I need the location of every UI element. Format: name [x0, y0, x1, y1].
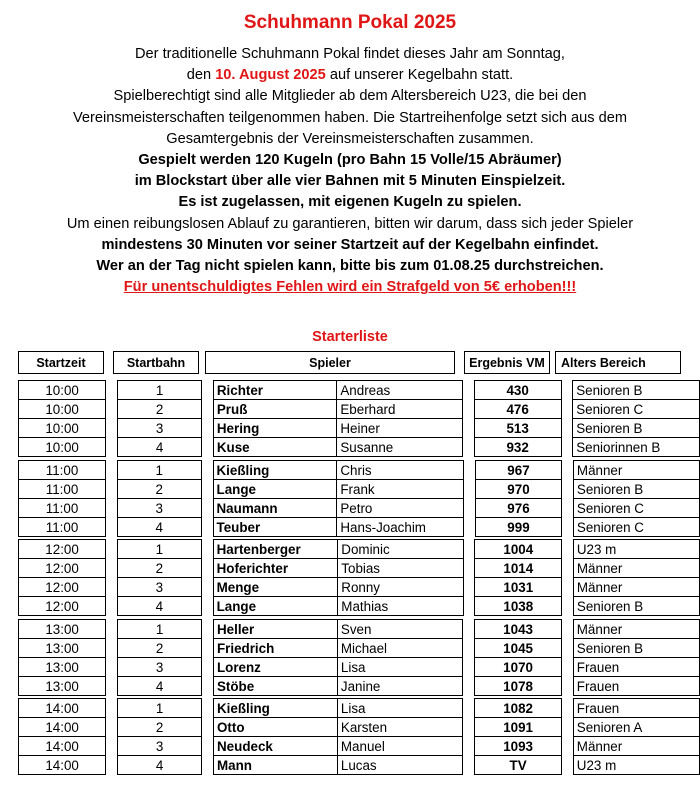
- table-row: [19, 639, 700, 658]
- table-row: [19, 499, 700, 518]
- cell-startzeit: 14:00: [19, 737, 106, 756]
- column-gap: [106, 639, 118, 658]
- column-gap: [201, 518, 213, 537]
- column-gap: [562, 718, 574, 737]
- cell-startbahn: 2: [117, 400, 201, 419]
- header-startzeit: Startzeit: [18, 351, 104, 374]
- column-gap: [106, 620, 118, 639]
- column-gap: [561, 438, 573, 457]
- cell-startbahn: 4: [117, 518, 201, 537]
- cell-startzeit: 13:00: [19, 677, 106, 696]
- cell-nachname: Hoferichter: [213, 559, 338, 578]
- starter-group: [18, 619, 700, 696]
- cell-alters-bereich: U23 m: [573, 756, 699, 775]
- cell-alters-bereich: U23 m: [573, 540, 699, 559]
- column-gap: [202, 620, 214, 639]
- cell-nachname: Kuse: [213, 438, 337, 457]
- column-gap: [202, 718, 214, 737]
- cell-startbahn: 3: [117, 658, 201, 677]
- column-gap: [463, 597, 475, 616]
- cell-startzeit: 11:00: [19, 480, 106, 499]
- cell-vorname: Petro: [337, 499, 464, 518]
- intro-line-bold: mindestens 30 Minuten vor seiner Startzeit auf der Kegelbahn einfindet.: [101, 236, 599, 253]
- cell-ergebnis: 430: [474, 381, 561, 400]
- cell-ergebnis: 1043: [475, 620, 562, 639]
- cell-nachname: Neudeck: [214, 737, 338, 756]
- column-gap: [106, 438, 118, 457]
- cell-nachname: Kießling: [214, 699, 338, 718]
- cell-ergebnis: 1031: [475, 578, 562, 597]
- cell-vorname: Janine: [337, 677, 462, 696]
- column-gap: [463, 540, 475, 559]
- table-row: [19, 597, 700, 616]
- column-gap: [561, 381, 573, 400]
- cell-nachname: Stöbe: [213, 677, 337, 696]
- table-row: [19, 677, 700, 696]
- column-gap: [202, 597, 214, 616]
- cell-ergebnis: 976: [475, 499, 562, 518]
- column-gap: [463, 677, 475, 696]
- cell-vorname: Tobias: [338, 559, 463, 578]
- column-gap: [106, 400, 118, 419]
- cell-startzeit: 12:00: [19, 559, 106, 578]
- cell-nachname: Hering: [213, 419, 337, 438]
- cell-alters-bereich: Männer: [573, 578, 699, 597]
- column-gap: [202, 438, 214, 457]
- column-gap: [562, 597, 574, 616]
- table-row: [19, 540, 700, 559]
- column-gap: [202, 658, 214, 677]
- cell-startbahn: 3: [117, 737, 201, 756]
- intro-line: Spielberechtigt sind alle Mitglieder ab dem Altersbereich U23, die bei den: [113, 88, 587, 105]
- table-row: [19, 737, 700, 756]
- column-gap: [106, 737, 118, 756]
- column-gap: [106, 518, 118, 537]
- cell-startbahn: 3: [117, 419, 201, 438]
- column-gap: [463, 578, 475, 597]
- cell-startzeit: 11:00: [19, 499, 106, 518]
- cell-nachname: Otto: [214, 718, 338, 737]
- column-gap: [106, 419, 118, 438]
- column-gap: [464, 499, 476, 518]
- column-gap: [562, 540, 574, 559]
- cell-startbahn: 4: [117, 597, 201, 616]
- column-gap: [463, 699, 475, 718]
- cell-startzeit: 12:00: [19, 578, 106, 597]
- cell-startzeit: 10:00: [19, 419, 106, 438]
- cell-startbahn: 1: [117, 540, 201, 559]
- table-row: [19, 559, 700, 578]
- intro-line-bold: Es ist zugelassen, mit eigenen Kugeln zu spielen.: [178, 194, 522, 211]
- intro-line-date: den 10. August 2025 auf unserer Kegelbahn statt.: [186, 67, 514, 84]
- cell-startbahn: 3: [117, 578, 201, 597]
- cell-nachname: Heller: [213, 620, 337, 639]
- cell-ergebnis: 1004: [475, 540, 562, 559]
- column-gap: [463, 438, 475, 457]
- column-gap: [106, 499, 118, 518]
- cell-alters-bereich: Männer: [573, 737, 699, 756]
- column-gap: [562, 639, 574, 658]
- cell-ergebnis: 1045: [475, 639, 562, 658]
- cell-alters-bereich: Senioren C: [573, 518, 699, 537]
- column-gap: [561, 400, 573, 419]
- column-gap: [202, 381, 214, 400]
- cell-nachname: Lange: [213, 480, 337, 499]
- table-row: [19, 518, 700, 537]
- cell-vorname: Karsten: [337, 718, 463, 737]
- column-gap: [562, 658, 574, 677]
- column-gap: [202, 540, 214, 559]
- column-gap: [106, 461, 118, 480]
- cell-startbahn: 1: [117, 461, 201, 480]
- column-gap: [463, 756, 475, 775]
- cell-ergebnis: TV: [475, 756, 562, 775]
- cell-startbahn: 4: [117, 756, 201, 775]
- column-gap: [562, 578, 574, 597]
- column-gap: [463, 737, 475, 756]
- cell-startbahn: 4: [117, 677, 201, 696]
- column-gap: [463, 381, 475, 400]
- table-row: [19, 578, 700, 597]
- cell-startzeit: 11:00: [19, 461, 106, 480]
- table-row: [19, 461, 700, 480]
- cell-startbahn: 2: [117, 718, 201, 737]
- cell-alters-bereich: Senioren C: [573, 499, 699, 518]
- column-gap: [464, 518, 476, 537]
- cell-startbahn: 1: [117, 620, 201, 639]
- column-gap: [562, 559, 574, 578]
- cell-startzeit: 13:00: [19, 620, 106, 639]
- cell-startzeit: 14:00: [19, 718, 106, 737]
- starterliste-heading: Starterliste: [312, 329, 388, 345]
- cell-vorname: Hans-Joachim: [337, 518, 464, 537]
- column-gap: [202, 677, 214, 696]
- penalty-notice: Für unentschuldigtes Fehlen wird ein Strafgeld von 5€ erhoben!!!: [123, 279, 577, 296]
- header-ergebnis: Ergebnis VM: [464, 351, 550, 374]
- cell-vorname: Dominic: [338, 540, 463, 559]
- table-row: [19, 699, 700, 718]
- cell-vorname: Lucas: [337, 756, 463, 775]
- table-row: [19, 438, 700, 457]
- column-gap: [106, 597, 118, 616]
- cell-alters-bereich: Seniorinnen B: [573, 438, 700, 457]
- cell-vorname: Heiner: [337, 419, 463, 438]
- cell-vorname: Mathias: [338, 597, 463, 616]
- cell-vorname: Lisa: [337, 699, 463, 718]
- cell-ergebnis: 513: [474, 419, 561, 438]
- cell-startzeit: 13:00: [19, 658, 106, 677]
- column-gap: [201, 461, 213, 480]
- cell-alters-bereich: Senioren C: [573, 400, 700, 419]
- cell-alters-bereich: Senioren B: [573, 419, 700, 438]
- column-gap: [463, 718, 475, 737]
- cell-startbahn: 2: [117, 480, 201, 499]
- column-gap: [464, 461, 476, 480]
- column-gap: [463, 658, 475, 677]
- cell-startbahn: 2: [117, 559, 201, 578]
- cell-nachname: Lorenz: [213, 658, 337, 677]
- cell-startzeit: 12:00: [19, 540, 106, 559]
- cell-startzeit: 11:00: [19, 518, 106, 537]
- table-row: [19, 756, 700, 775]
- column-gap: [562, 620, 574, 639]
- table-row: [19, 400, 700, 419]
- column-gap: [202, 699, 214, 718]
- page-title: Schuhmann Pokal 2025: [243, 12, 457, 33]
- cell-nachname: Richter: [213, 381, 337, 400]
- column-gap: [106, 677, 118, 696]
- column-gap: [463, 559, 475, 578]
- cell-startzeit: 14:00: [19, 699, 106, 718]
- column-gap: [562, 677, 574, 696]
- cell-alters-bereich: Männer: [573, 559, 699, 578]
- starter-group: [18, 380, 700, 457]
- cell-nachname: Hartenberger: [213, 540, 338, 559]
- event-date: 10. August 2025: [215, 67, 326, 84]
- cell-alters-bereich: Männer: [573, 620, 699, 639]
- cell-vorname: Frank: [337, 480, 464, 499]
- cell-alters-bereich: Senioren B: [573, 597, 699, 616]
- table-row: [19, 419, 700, 438]
- column-gap: [561, 419, 573, 438]
- column-gap: [202, 756, 214, 775]
- cell-vorname: Lisa: [337, 658, 462, 677]
- header-startbahn: Startbahn: [113, 351, 199, 374]
- table-row: [19, 381, 700, 400]
- cell-ergebnis: 1038: [475, 597, 562, 616]
- column-gap: [562, 518, 574, 537]
- cell-ergebnis: 1091: [475, 718, 562, 737]
- cell-alters-bereich: Frauen: [573, 658, 699, 677]
- cell-startbahn: 3: [117, 499, 201, 518]
- column-gap: [202, 400, 214, 419]
- column-gap: [106, 718, 118, 737]
- table-row: [19, 620, 700, 639]
- cell-alters-bereich: Senioren A: [573, 718, 699, 737]
- cell-startzeit: 13:00: [19, 639, 106, 658]
- cell-startbahn: 1: [117, 381, 201, 400]
- column-gap: [106, 480, 118, 499]
- column-gap: [562, 461, 574, 480]
- intro-line: Um einen reibungslosen Ablauf zu garantieren, bitten wir darum, dass sich jeder Spieler: [66, 215, 634, 232]
- column-gap: [463, 400, 475, 419]
- cell-startzeit: 10:00: [19, 381, 106, 400]
- column-gap: [106, 578, 118, 597]
- column-gap: [106, 540, 118, 559]
- cell-startbahn: 2: [117, 639, 201, 658]
- column-gap: [201, 480, 213, 499]
- cell-ergebnis: 932: [474, 438, 561, 457]
- column-gap: [202, 559, 214, 578]
- column-gap: [562, 756, 574, 775]
- column-gap: [202, 419, 214, 438]
- column-gap: [201, 499, 213, 518]
- cell-nachname: Mann: [214, 756, 338, 775]
- cell-ergebnis: 967: [475, 461, 562, 480]
- column-gap: [562, 699, 574, 718]
- table-row: [19, 658, 700, 677]
- column-gap: [463, 620, 475, 639]
- cell-ergebnis: 970: [475, 480, 562, 499]
- cell-alters-bereich: Senioren B: [573, 639, 699, 658]
- column-gap: [562, 737, 574, 756]
- cell-nachname: Friedrich: [213, 639, 337, 658]
- intro-line: Der traditionelle Schuhmann Pokal findet dieses Jahr am Sonntag,: [135, 46, 565, 62]
- cell-startzeit: 14:00: [19, 756, 106, 775]
- column-gap: [202, 639, 214, 658]
- column-gap: [464, 480, 476, 499]
- column-gap: [106, 756, 118, 775]
- cell-ergebnis: 1078: [475, 677, 562, 696]
- cell-nachname: Naumann: [213, 499, 337, 518]
- cell-ergebnis: 1070: [475, 658, 562, 677]
- cell-ergebnis: 1082: [475, 699, 562, 718]
- cell-ergebnis: 1014: [475, 559, 562, 578]
- cell-nachname: Lange: [213, 597, 338, 616]
- cell-startzeit: 10:00: [19, 438, 106, 457]
- cell-vorname: Susanne: [337, 438, 463, 457]
- cell-nachname: Kießling: [213, 461, 337, 480]
- column-gap: [463, 419, 475, 438]
- column-gap: [106, 381, 118, 400]
- cell-alters-bereich: Frauen: [573, 677, 699, 696]
- cell-vorname: Ronny: [338, 578, 463, 597]
- cell-nachname: Teuber: [213, 518, 337, 537]
- cell-startbahn: 4: [117, 438, 201, 457]
- column-gap: [202, 737, 214, 756]
- cell-vorname: Manuel: [337, 737, 463, 756]
- header-spieler: Spieler: [205, 351, 455, 374]
- intro-line-bold: Wer an der Tag nicht spielen kann, bitte bis zum 01.08.25 durchstreichen.: [96, 258, 604, 275]
- intro-line: Gesamtergebnis der Vereinsmeisterschaften zusammen.: [166, 130, 534, 147]
- intro-line-bold: Gespielt werden 120 Kugeln (pro Bahn 15 Volle/15 Abräumer): [138, 152, 562, 169]
- column-gap: [106, 559, 118, 578]
- cell-startbahn: 1: [117, 699, 201, 718]
- starter-group: [18, 539, 700, 616]
- cell-nachname: Menge: [213, 578, 338, 597]
- column-gap: [562, 480, 574, 499]
- column-gap: [202, 578, 214, 597]
- cell-alters-bereich: Senioren B: [573, 381, 700, 400]
- cell-vorname: Eberhard: [337, 400, 463, 419]
- cell-alters-bereich: Senioren B: [573, 480, 699, 499]
- column-gap: [562, 499, 574, 518]
- cell-startzeit: 12:00: [19, 597, 106, 616]
- intro-line-bold: im Blockstart über alle vier Bahnen mit 5 Minuten Einspielzeit.: [134, 173, 566, 190]
- table-row: [19, 718, 700, 737]
- cell-vorname: Chris: [337, 461, 464, 480]
- starter-group: [18, 698, 700, 775]
- intro-text: [20, 44, 680, 298]
- cell-nachname: Pruß: [213, 400, 337, 419]
- cell-startzeit: 10:00: [19, 400, 106, 419]
- cell-ergebnis: 1093: [475, 737, 562, 756]
- table-row: [19, 480, 700, 499]
- cell-alters-bereich: Männer: [573, 461, 699, 480]
- cell-vorname: Sven: [337, 620, 462, 639]
- column-gap: [463, 639, 475, 658]
- cell-ergebnis: 999: [475, 518, 562, 537]
- cell-vorname: Michael: [337, 639, 462, 658]
- starter-group: [18, 460, 700, 537]
- column-gap: [106, 658, 118, 677]
- cell-alters-bereich: Frauen: [573, 699, 699, 718]
- cell-vorname: Andreas: [337, 381, 463, 400]
- intro-line: Vereinsmeisterschaften teilgenommen haben. Die Startreihenfolge setzt sich aus dem: [72, 109, 628, 126]
- column-gap: [106, 699, 118, 718]
- header-alters-bereich: Alters Bereich: [555, 351, 681, 374]
- cell-ergebnis: 476: [474, 400, 561, 419]
